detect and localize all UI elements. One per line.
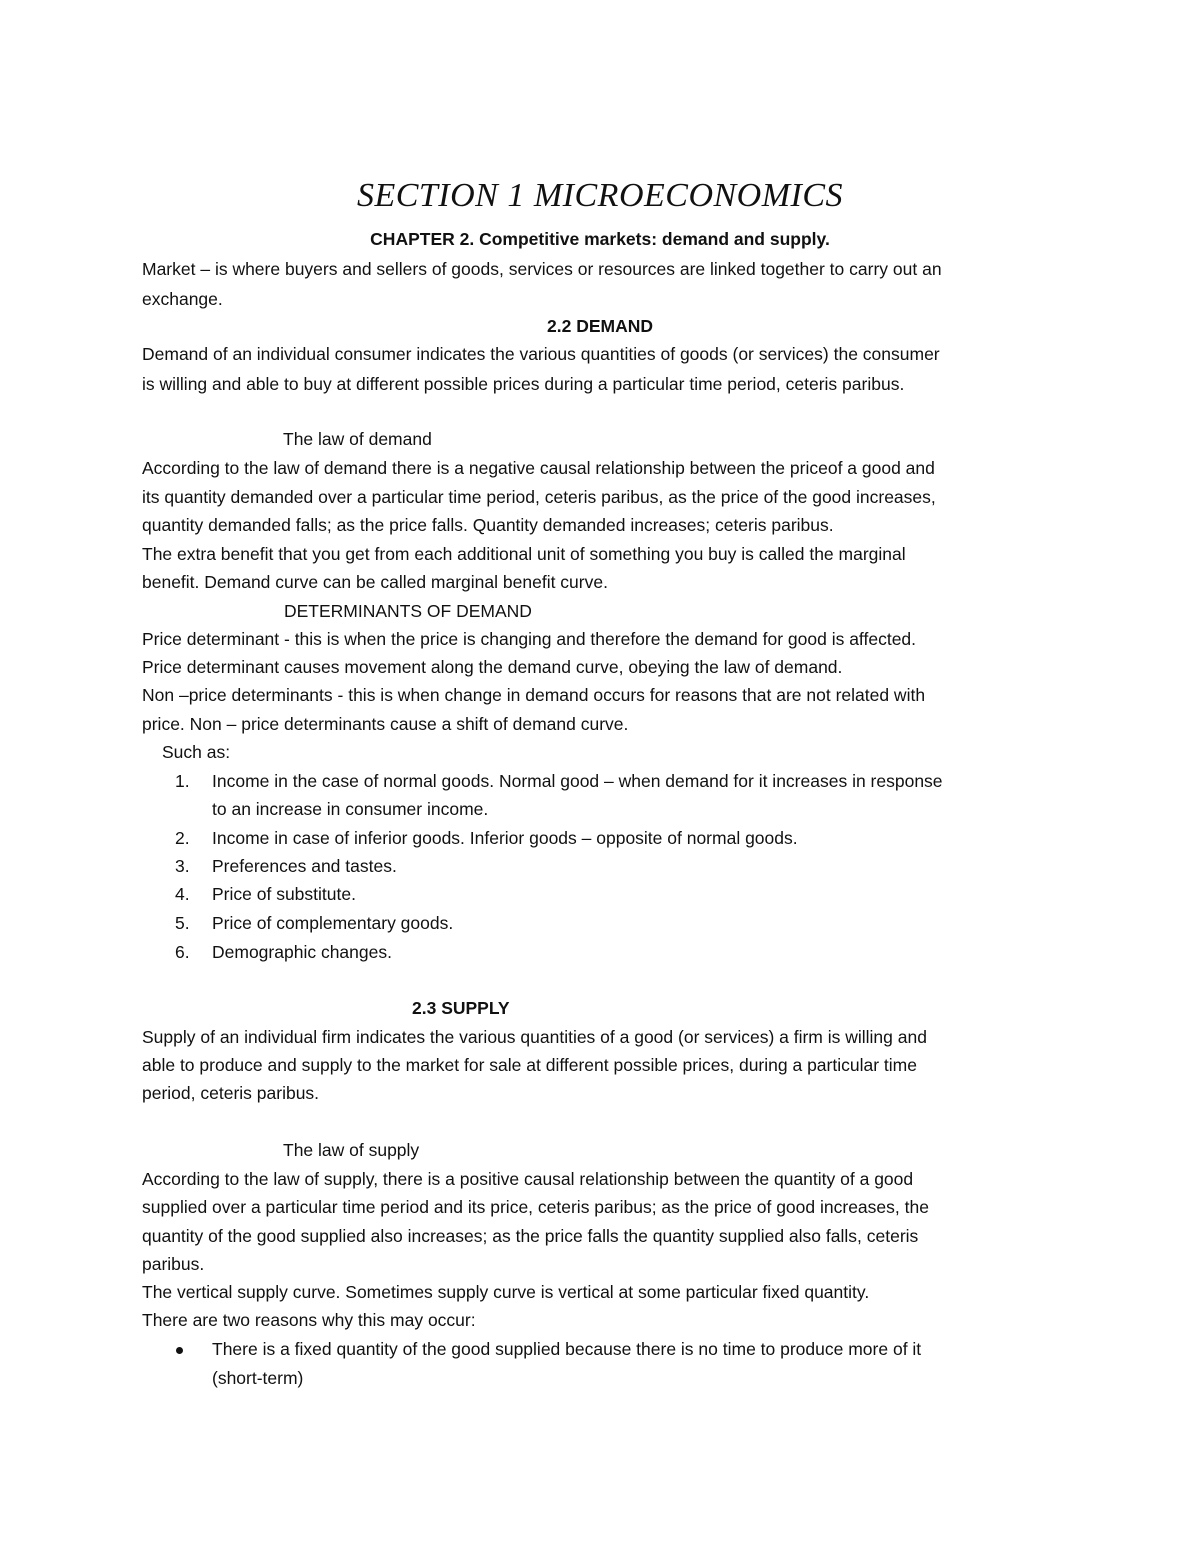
demand-definition-line-2: is willing and able to buy at different possible prices during a particular time period, ceteris paribus. — [142, 374, 905, 394]
law-of-supply-line-6: There are two reasons why this may occur: — [142, 1310, 476, 1330]
determinants-line-2: Price determinant causes movement along the demand curve, obeying the law of demand. — [142, 657, 843, 677]
law-of-demand-line-3: quantity demanded falls; as the price falls. Quantity demanded increases; ceteris paribus. — [142, 515, 834, 535]
determinants-line-4: price. Non – price determinants cause a shift of demand curve. — [142, 714, 629, 734]
list-item-line: Price of complementary goods. — [212, 913, 454, 933]
supply-heading: 2.3 SUPPLY — [412, 998, 510, 1018]
law-of-supply-line-5: The vertical supply curve. Sometimes supply curve is vertical at some particular fixed quantity. — [142, 1282, 870, 1302]
list-item-line: to an increase in consumer income. — [212, 799, 489, 819]
determinants-heading: DETERMINANTS OF DEMAND — [284, 601, 532, 621]
list-number: 6. — [175, 942, 190, 962]
law-of-supply-line-4: paribus. — [142, 1254, 205, 1274]
list-item-line: Price of substitute. — [212, 884, 356, 904]
intro-line-2: exchange. — [142, 289, 223, 309]
law-of-demand-line-1: According to the law of demand there is a negative causal relationship between the priceof a good and — [142, 458, 935, 478]
list-item-line: Demographic changes. — [212, 942, 392, 962]
intro-line-1: Market – is where buyers and sellers of goods, services or resources are linked together to carry out an — [142, 259, 942, 279]
bullet-item-line: (short-term) — [212, 1368, 304, 1388]
supply-definition-line-3: period, ceteris paribus. — [142, 1083, 320, 1103]
section-title: SECTION 1 MICROECONOMICS — [356, 177, 844, 214]
law-of-demand-line-5: benefit. Demand curve can be called marginal benefit curve. — [142, 572, 608, 592]
demand-definition-line-1: Demand of an individual consumer indicates the various quantities of goods (or services) the consumer — [142, 344, 940, 364]
law-of-supply-line-2: supplied over a particular time period and its price, ceteris paribus; as the price of good increases, the — [142, 1197, 929, 1217]
demand-heading: 2.2 DEMAND — [547, 316, 653, 336]
bullet-dot-icon — [176, 1347, 183, 1354]
supply-definition-line-1: Supply of an individual firm indicates the various quantities of a good (or services) a firm is willing and — [142, 1027, 927, 1047]
law-of-supply-line-1: According to the law of supply, there is a positive causal relationship between the quantity of a good — [142, 1169, 914, 1189]
list-item-line: Preferences and tastes. — [212, 856, 397, 876]
list-item-line: Income in the case of normal goods. Normal good – when demand for it increases in response — [212, 771, 943, 791]
list-number: 2. — [175, 828, 190, 848]
list-item-line: Income in case of inferior goods. Inferior goods – opposite of normal goods. — [212, 828, 798, 848]
law-of-demand-heading: The law of demand — [283, 429, 432, 449]
determinants-line-3: Non –price determinants - this is when change in demand occurs for reasons that are not related with — [142, 685, 926, 705]
list-number: 1. — [175, 771, 190, 791]
list-number: 4. — [175, 884, 190, 904]
supply-definition-line-2: able to produce and supply to the market for sale at different possible prices, during a particular time — [142, 1055, 917, 1075]
such-as-label: Such as: — [162, 742, 231, 762]
law-of-supply-heading: The law of supply — [283, 1140, 420, 1160]
law-of-demand-line-4: The extra benefit that you get from each additional unit of something you buy is called the marginal — [142, 544, 906, 564]
bullet-item-line: There is a fixed quantity of the good supplied because there is no time to produce more of it — [212, 1339, 922, 1359]
list-number: 3. — [175, 856, 190, 876]
chapter-heading: CHAPTER 2. Competitive markets: demand and supply. — [370, 229, 830, 249]
law-of-demand-line-2: its quantity demanded over a particular time period, ceteris paribus, as the price of the good increases, — [142, 487, 936, 507]
list-number: 5. — [175, 913, 190, 933]
law-of-supply-line-3: quantity of the good supplied also increases; as the price falls the quantity supplied also falls, ceteris — [142, 1226, 919, 1246]
determinants-line-1: Price determinant - this is when the price is changing and therefore the demand for good is affected. — [142, 629, 917, 649]
